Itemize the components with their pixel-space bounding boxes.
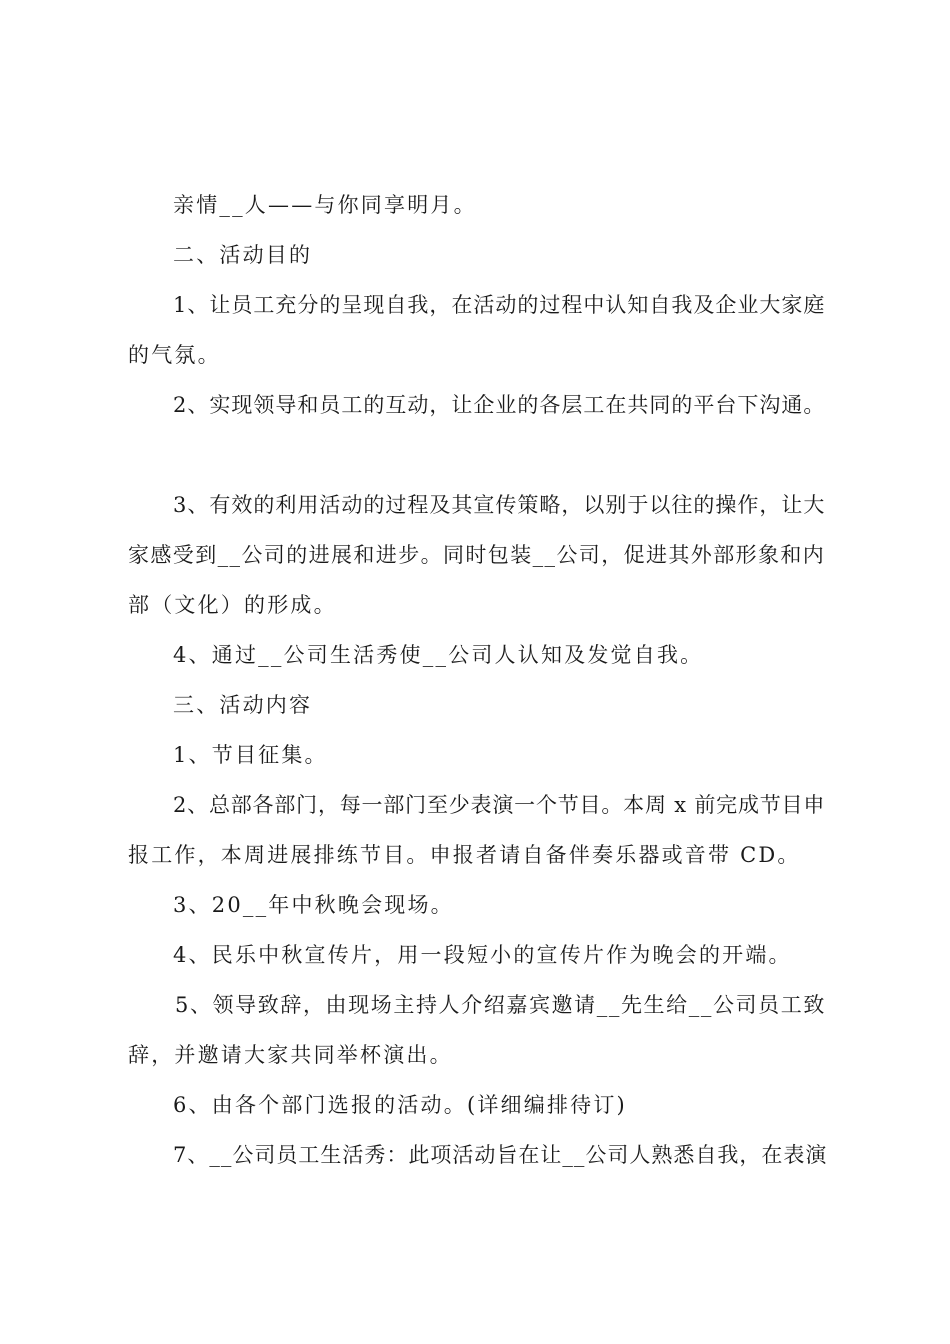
- text-line: 5、领导致辞，由现场主持人介绍嘉宾邀请__先生给__公司员工致: [175, 993, 826, 1017]
- text-line: 4、通过__公司生活秀使__公司人认知及发觉自我。: [173, 643, 704, 667]
- text-line: 家感受到__公司的进展和进步。同时包装__公司，促进其外部形象和内: [128, 543, 826, 567]
- text-line: 1、让员工充分的呈现自我，在活动的过程中认知自我及企业大家庭: [173, 293, 826, 317]
- section-heading: 二、活动目的: [173, 243, 313, 267]
- text-line: 报工作，本周进展排练节目。申报者请自备伴奏乐器或音带 CD。: [128, 843, 801, 867]
- text-line: 的气氛。: [128, 343, 221, 367]
- text-line: 部（文化）的形成。: [128, 593, 337, 617]
- text-line: 7、__公司员工生活秀：此项活动旨在让__公司人熟悉自我，在表演: [173, 1143, 828, 1167]
- text-line: 亲情__人——与你同享明月。: [173, 193, 477, 217]
- text-line: 3、20__年中秋晚会现场。: [173, 893, 454, 917]
- text-line: 1、节目征集。: [173, 743, 328, 767]
- text-line: 6、由各个部门选报的活动。(详细编排待订): [173, 1093, 627, 1117]
- text-line: 辞，并邀请大家共同举杯演出。: [128, 1043, 453, 1067]
- text-line: 4、民乐中秋宣传片，用一段短小的宣传片作为晚会的开端。: [173, 943, 792, 967]
- text-line: 3、有效的利用活动的过程及其宣传策略，以别于以往的操作，让大: [173, 493, 826, 517]
- section-heading: 三、活动内容: [173, 693, 313, 717]
- text-line: 2、实现领导和员工的互动，让企业的各层工在共同的平台下沟通。: [173, 393, 826, 417]
- text-line: 2、总部各部门，每一部门至少表演一个节目。本周 x 前完成节目申: [173, 793, 826, 817]
